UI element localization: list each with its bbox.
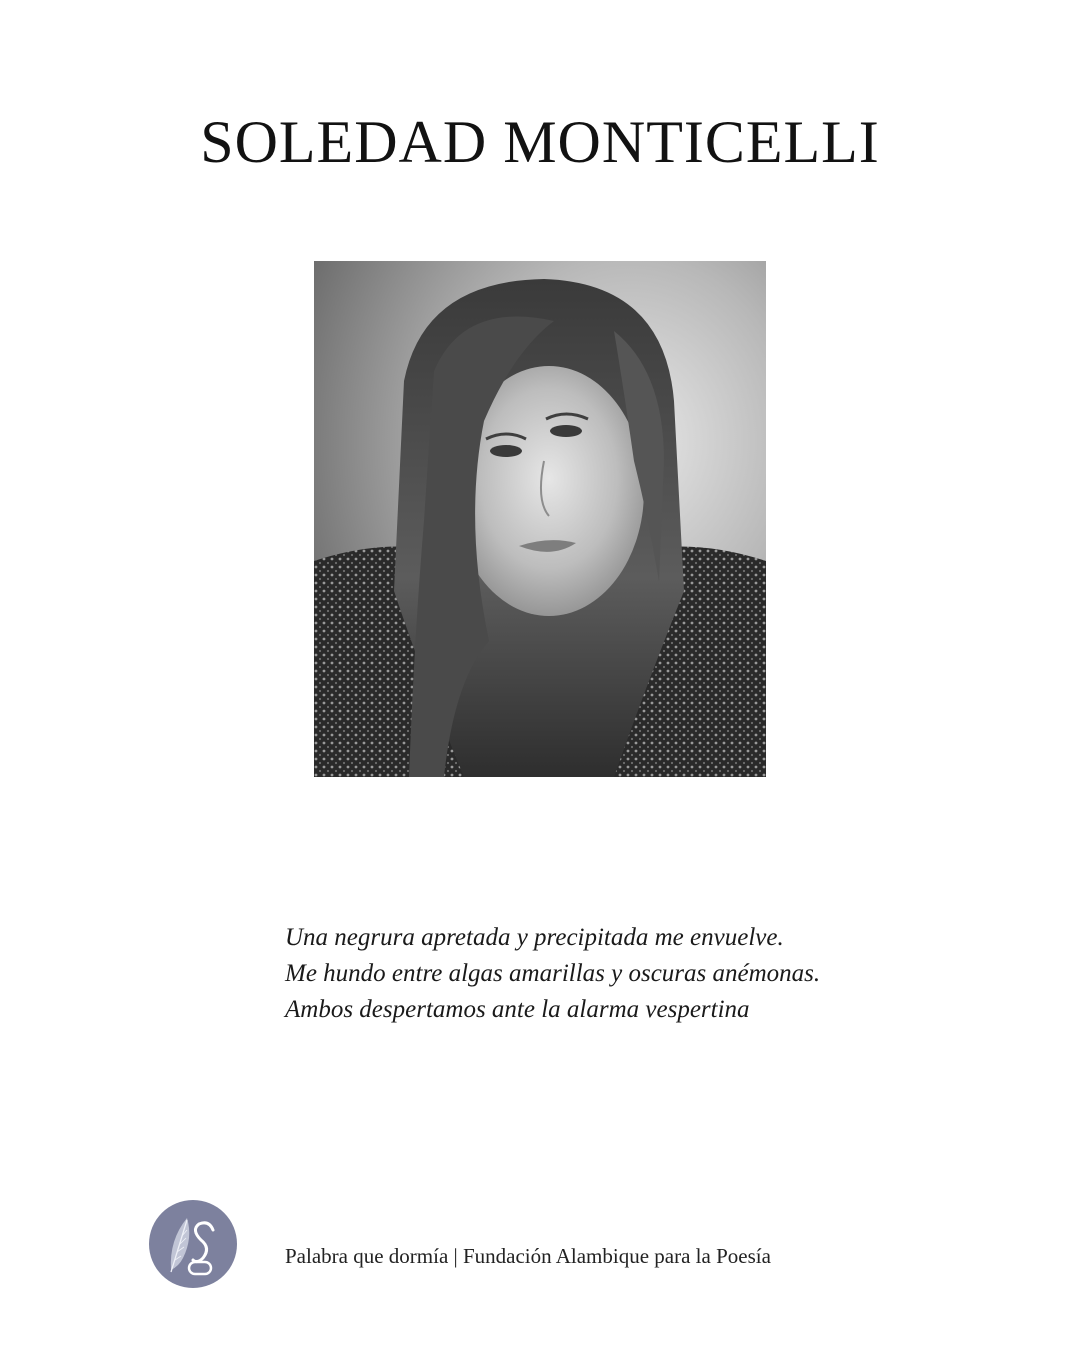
footer-credit: Palabra que dormía | Fundación Alambique para la Poesía [285,1244,771,1268]
page-title: SOLEDAD MONTICELLI [200,109,880,175]
poem-line: Me hundo entre algas amarillas y oscuras anémonas. [285,960,821,987]
poem-excerpt [285,920,985,1028]
feather-logo-icon [149,1200,237,1288]
poem-line: Una negrura apretada y precipitada me envuelve. [285,924,784,951]
poem-line: Ambos despertamos ante la alarma vespertina [285,996,750,1023]
author-portrait [314,261,766,777]
